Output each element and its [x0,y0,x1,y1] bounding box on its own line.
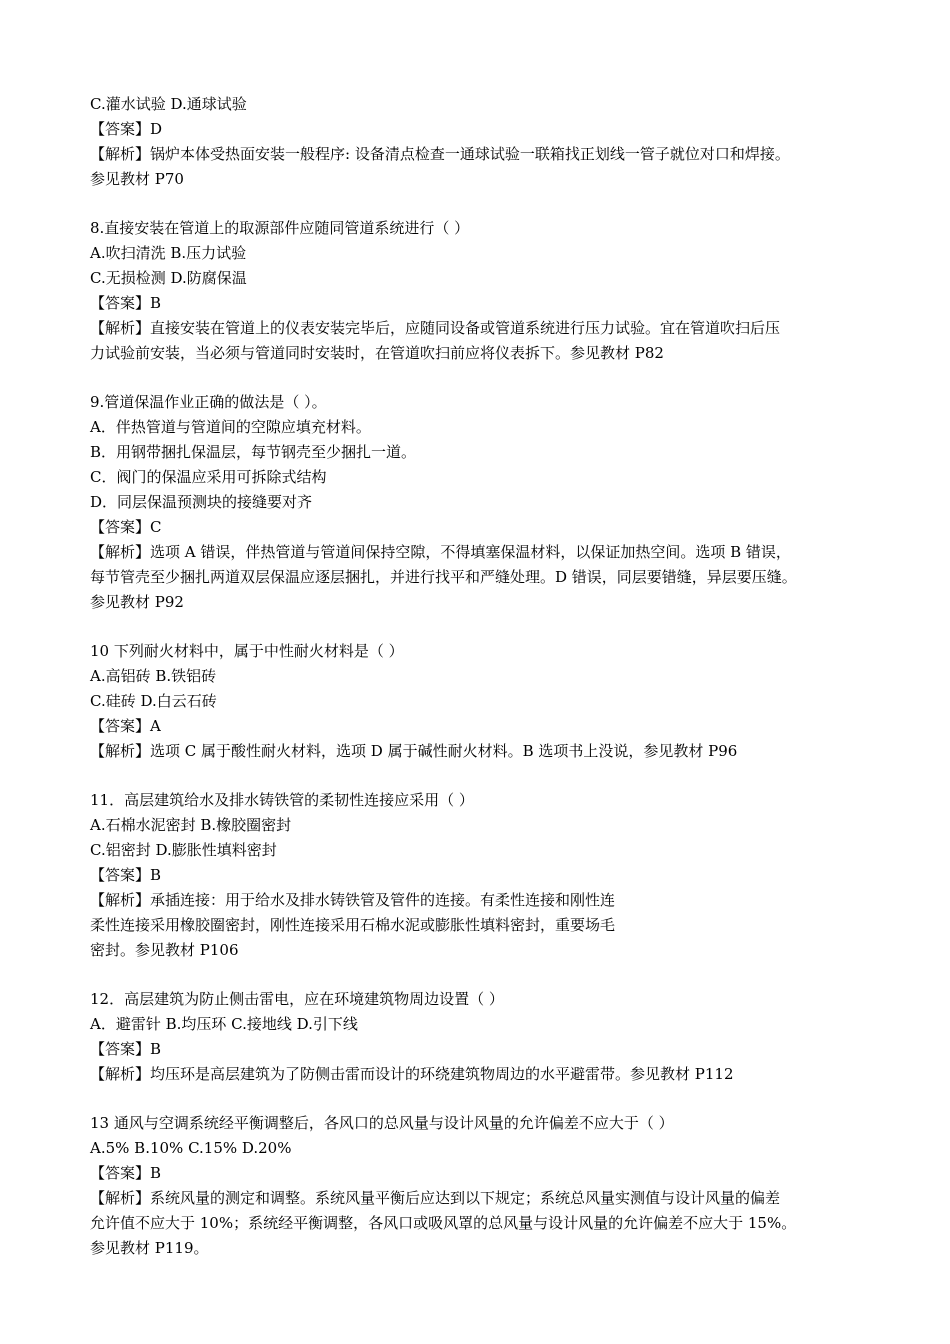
text-line: 【解析】均压环是高层建筑为了防侧击雷而设计的环绕建筑物周边的水平避雷带。参见教材 P112 [90,1065,734,1083]
text-line: 11．高层建筑给水及排水铸铁管的柔韧性连接应采用（ ） [90,791,474,809]
text-line: 10 下列耐火材料中，属于中性耐火材料是（ ） [90,642,404,660]
text-line: A.吹扫清洗 B.压力试验 [90,244,247,262]
paragraph-gap [90,1087,870,1111]
text-line: 【解析】直接安装在管道上的仪表安装完毕后，应随同设备或管道系统进行压力试验。宜在管道吹扫后压 [90,319,781,337]
text-line: 【答案】A [90,717,161,735]
text-line: 【答案】B [90,294,162,312]
paragraph-gap [90,192,870,216]
text-line: 【答案】C [90,518,162,536]
text-line: B．用钢带捆扎保温层，每节钢壳至少捆扎一道。 [90,443,417,461]
text-line: A.石棉水泥密封 B.橡胶圈密封 [90,816,292,834]
text-line: A.5% B.10% C.15% D.20% [90,1139,292,1157]
text-line: 12．高层建筑为防止侧击雷电，应在环境建筑物周边设置（ ） [90,990,504,1008]
text-line: 13 通风与空调系统经平衡调整后，各风口的总风量与设计风量的允许偏差不应大于（ ） [90,1114,674,1132]
text-line: 【解析】承插连接：用于给水及排水铸铁管及管件的连接。有柔性连接和刚性连 [90,891,616,909]
text-line: 参见教材 P92 [90,593,184,611]
document-page [90,92,870,1261]
text-line: 【答案】D [90,120,163,138]
text-line: A．伴热管道与管道间的空隙应填充材料。 [90,418,371,436]
text-line: 密封。参见教材 P106 [90,941,239,959]
paragraph-gap [90,764,870,788]
text-line: C．阀门的保温应采用可拆除式结构 [90,468,327,486]
text-line: 【答案】B [90,1164,162,1182]
text-line: D．同层保温预测块的接缝要对齐 [90,493,313,511]
text-line: 8.直接安装在管道上的取源部件应随同管道系统进行（ ） [90,219,470,237]
text-line: 柔性连接采用橡胶圈密封，刚性连接采用石棉水泥或膨胀性填料密封，重要场毛 [90,916,616,934]
paragraph-gap [90,366,870,390]
text-line: C.硅砖 D.白云石砖 [90,692,217,710]
text-line: 【解析】系统风量的测定和调整。系统风量平衡后应达到以下规定；系统总风量实测值与设计风量的偏差 [90,1189,781,1207]
text-line: 每节管壳至少捆扎两道双层保温应逐层捆扎，并进行找平和严缝处理。D 错误，同层要错缝，异层要压缝。 [90,568,797,586]
paragraph-gap [90,963,870,987]
text-line: 【解析】锅炉本体受热面安装一般程序: 设备清点检查一通球试验一联箱找正划线一管子就位对口和焊接。 [90,145,790,163]
text-line: 参见教材 P70 [90,170,184,188]
text-line: C.铝密封 D.膨胀性填料密封 [90,841,277,859]
text-line: 允许值不应大于 10%；系统经平衡调整，各风口或吸风罩的总风量与设计风量的允许偏差不应大于 15%。 [90,1214,797,1232]
text-line: 【解析】选项 A 错误，伴热管道与管道间保持空隙，不得填塞保温材料，以保证加热空间。选项 B 错误， [90,543,791,561]
text-line: A．避雷针 B.均压环 C.接地线 D.引下线 [90,1015,358,1033]
text-line: A.高铝砖 B.铁铝砖 [90,667,217,685]
text-line: 【答案】B [90,1040,162,1058]
text-line: 力试验前安装，当必须与管道同时安装时，在管道吹扫前应将仪表拆下。参见教材 P82 [90,344,664,362]
text-line: C.无损检测 D.防腐保温 [90,269,247,287]
text-line: 【答案】B [90,866,162,884]
text-line: 【解析】选项 C 属于酸性耐火材料，选项 D 属于碱性耐火材料。B 选项书上没说，参见教材 P96 [90,742,738,760]
text-line: 9.管道保温作业正确的做法是（ ）。 [90,393,327,411]
paragraph-gap [90,615,870,639]
text-line: C.灌水试验 D.通球试验 [90,95,247,113]
text-line: 参见教材 P119。 [90,1239,209,1257]
